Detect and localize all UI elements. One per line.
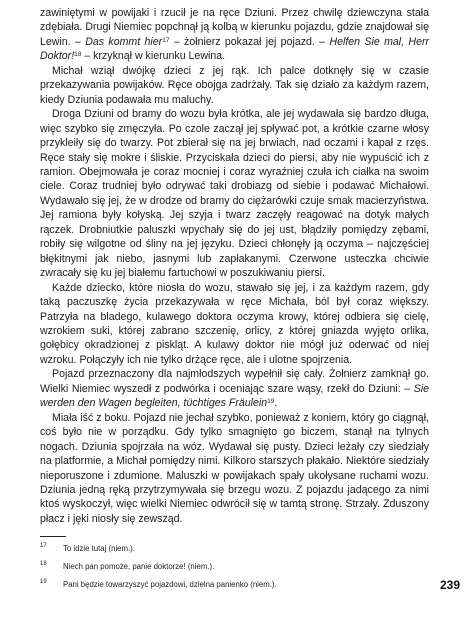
text-run: – żołnierz pokazał jej pojazd. – xyxy=(169,35,330,48)
text-run: Pojazd przeznaczony dla najmłodszych wypełnił się cały. Żołnierz zamknął go. Wielki Niemiec wyszedł z podwórka i oceniając szare wąsy, rzekł do Dziuni: – xyxy=(40,368,429,395)
text-run: . xyxy=(274,397,278,410)
paragraph xyxy=(40,6,429,64)
footnote-number: 19 xyxy=(40,579,47,585)
footnote-text: To idzie tutaj (niem.). xyxy=(63,544,135,553)
paragraph xyxy=(40,281,429,368)
page-number: 239 xyxy=(439,578,460,592)
text-run: zawiniętymi w powijaki i rzucił je na ręce Dziuni. Przez chwilę dziewczyna stała zdębiała. Drugi Niemiec popchnął ją kolbą w kierunku pojazdu, gdzie znajdował się Lewin. – xyxy=(40,7,429,48)
text-run: Miała iść z boku. Pojazd nie jechał szybko, ponieważ z koniem, który go ciągnął, coś było nie w porządku. Gdy tylko smagnięto go biczem, stanął na tylnych nogach. Dziunia spojrzała na wóz. Wydawał się pusty. Dzieci leżały czy siedziały na platformie, a Michał pomiędzy nimi. Kilkoro starszych płakało. Niektóre siedziały nieporuszone i zdumione. Maluszki w powijakach spały ukołysane ruchami wozu. Dziunia jedną ręką przytrzymywała się brzegu wozu. Z pojazdu jadącego za nimi ktoś wyskoczył, więc wielki Niemiec odwrócił się w tamtą stronę. Strzały. Zduszony płacz i jęki niosły się zewsząd. xyxy=(40,411,429,525)
text-run: Michał wziął dwójkę dzieci z jej rąk. Ich palce dotknęły się w czasie przekazywania powijaków. Ręce obojga zadrżały. Tak się działo za każdym razem, kiedy Dziunia podawała mu maluchy. xyxy=(40,64,429,106)
paragraph xyxy=(40,411,429,527)
footnote-text: Pani będzie towarzyszyć pojazdowi, dzielna panienko (niem.). xyxy=(63,580,277,589)
body-text xyxy=(40,6,429,526)
paragraph xyxy=(40,367,429,410)
footnote-ref: 17 xyxy=(162,36,170,44)
text-run: Droga Dziuni od bramy do wozu była krótka, ale jej wydawała się bardzo długa, więc szybko się zmęczyła. Po czole zaczął jej spływać pot, a krótkie czarne włosy przykleiły się do twarzy. Pot zbierał się na jej brwiach, nad oczami i kapał z rzęs. Ręce stały się mokre i śliskie. Przyciskała dzieci do piersi, aby nie wypuścić ich z ramion. Obejmowała je coraz mocniej i coraz wyraźniej czuła ich ciałka na swoim ciele. Coraz trudniej było odrywać taki drobiazg od siebie i podawać Michałowi. Wydawało się jej, że w drodze od bramy do ciężarówki czuje smak macierzyństwa. Jej ramiona były kołyską. Jej szyja i twarz zaczęły reagować na dotyk małych rączek. Drobniutkie paluszki wpychały się do jej ust, błądziły pomiędzy zębami, robiły się wilgotne od śliny na jej języku. Dzieci chłonęły ją oczyma – najczęściej błękitnymi jak niebo, jasnymi lub zapłakanymi. Czerwone usteczka chciwie zwracały się ku jej białemu fartuchowi w poszukiwaniu piersi. xyxy=(40,108,429,280)
foreign-phrase: Sie werden den Wagen begleiten, tüchtiges Fräulein xyxy=(40,382,429,410)
text-run: Każde dziecko, które niosła do wozu, stawało się jej, i za każdym razem, gdy taką paczuszkę życia przekazywała w ręce Michała, ból był coraz większy. Patrzyła na bladego, kulawego doktora oczyma krowy, której odbiera się cielę, wzrokiem suki, której zabrano szczenię, orlicy, z której gniazda wyjęto orlika, gołębicy okradzionej z piskląt. A kulawy doktor nie mógł już oderwać od niej wzroku. Połączyły ich nie tylko drżące ręce, ale i ulotne spojrzenia. xyxy=(40,281,429,366)
paragraph xyxy=(40,107,429,280)
footnote-ref: 19 xyxy=(267,398,275,406)
paragraph xyxy=(40,64,429,107)
footnote-text: Niech pan pomoże, panie doktorze! (niem.). xyxy=(63,562,215,571)
footnote-number: 17 xyxy=(40,543,47,549)
footnote-number: 18 xyxy=(40,561,47,567)
footnote-ref: 18 xyxy=(74,51,82,59)
footnote-separator xyxy=(40,536,66,537)
text-run: – krzyknął w kierunku Lewina. xyxy=(81,50,226,63)
foreign-phrase: Helfen Sie mal, Herr Doktor! xyxy=(40,35,430,63)
foreign-phrase: Das kommt hier xyxy=(85,35,163,48)
